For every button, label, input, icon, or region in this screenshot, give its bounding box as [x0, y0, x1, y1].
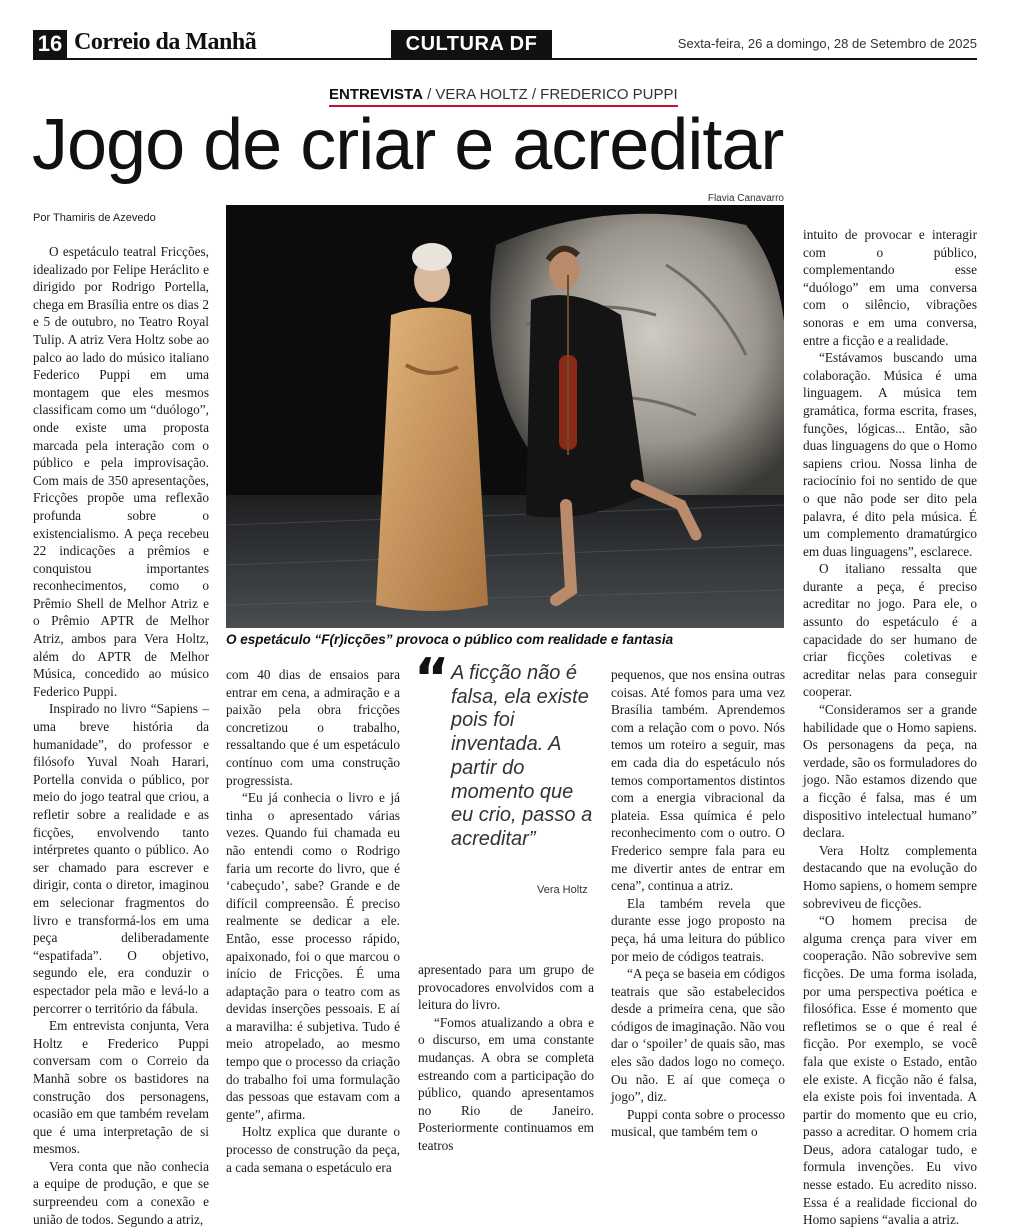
paragraph: O espetáculo teatral Fricções, idealizado por Felipe Heráclito e dirigido por Rodrigo Portella, chega em Brasília entre os dias 2 e 5 de outubro, no Teatro Royal Tulip. A atriz Vera Holtz sobe ao palco ao lado do músico italiano Federico Puppi em uma montagem que eles mesmos classificam como um “duólogo”, onde existe uma proposta marcada pela interação com o público e pela improvisação. Com mais de 350 apresentações, Fricções propõe uma reflexão profunda sobre o existencialismo. A peça recebeu 22 indicações a prêmios e conquistou importantes reconhecimentos, como o Prêmio Shell de Melhor Atriz e o Prêmio APTR de Melhor Atriz, ambos para Vera Holtz, além do APTR de Melhor Música, concedido ao músico Federico Puppi.	[33, 244, 209, 699]
paragraph: “Eu já conhecia o livro e já tinha o apresentado várias vezes. Quando fui chamada eu não entendi como o Rodrigo faria um recorte do livro, que é ‘cabeçudo’, sabe? Grande e de difícil compreensão. É preciso realmente se dedicar a ele. Então, esse processo rápido, apaixonado, foi o que marcou o início de Fricções. É uma adaptação para o teatro com as devidas inserções pessoais. E aí a maravilha: é subjetiva. Tudo é meio atropelado, ao mesmo tempo que o processo da criação do trabalho foi uma formulação das pessoas que estavam com a gente”, afirma.	[226, 790, 400, 1122]
paragraph: com 40 dias de ensaios para entrar em cena, a admiração e a paixão pela obra fricções concretizou o trabalho, ressaltando que é um espetáculo contínuo com uma construção progressista.	[226, 667, 400, 788]
paragraph: “O homem precisa de alguma crença para viver em cooperação. Não sobrevive sem ficções. De uma forma isolada, por uma perspectiva poética e filosófica. Esse é momento que refletimos se o que é real é ficção. Por exemplo, se você fala que existe o Estado, então ele existe. A ficção não é falsa, ela existe pois foi inventada. A partir do momento que eu crio, passo a acreditar. O homem cria Deus, adora catalogar tudo, e formula invenções. Eu vivo nesse estado. Eu acredito nisso. Essa é a realidade ficcional do Homo sapiens “avalia a atriz.	[803, 913, 977, 1228]
column-3	[418, 961, 594, 1155]
stage-photo-image	[226, 205, 784, 628]
paragraph: “A peça se baseia em códigos teatrais que são estabelecidos desde a primeira cena, que são códigos de imaginação. Não vou dar o ‘spoiler’ de quais são, mas eles são dados logo no começo. Ou não. E aí que começa o jogo”, diz.	[611, 966, 785, 1105]
column-4	[611, 666, 785, 1141]
article-kicker	[329, 86, 678, 107]
paragraph: Ela também revela que durante esse jogo proposto na peça, há uma leitura do público por meio de códigos teatrais.	[611, 895, 785, 964]
header-rule	[33, 58, 977, 60]
headline: Jogo de criar e acreditar	[32, 105, 784, 185]
column-2	[226, 666, 400, 1176]
paragraph: Vera Holtz complementa destacando que na evolução do Homo sapiens, o homem sempre sobreviveu de ficções.	[803, 842, 977, 911]
paragraph: Em entrevista conjunta, Vera Holtz e Frederico Puppi conversam com o Correio da Manhã sobre os bastidores na construção dos personagens, ocasião em que também revelam que é uma interpretação de si mesmos.	[33, 1018, 209, 1157]
column-5	[803, 226, 977, 1229]
stage-photo	[226, 205, 784, 628]
pull-quote-author: Vera Holtz	[537, 884, 588, 896]
kicker-names: / VERA HOLTZ / FREDERICO PUPPI	[427, 86, 678, 103]
photo-caption: O espetáculo “F(r)icções” provoca o público com realidade e fantasia	[226, 632, 674, 647]
paragraph: pequenos, que nos ensina outras coisas. Até fomos para uma vez Brasília também. Aprendemos com a relação com o povo. Nós temos um roteiro a seguir, mas em cada dia do espetáculo nós temos comportamentos distintos com a energia vibracional da plateia. Essa química é pelo reconhecimento com o outro. O Frederico sempre fala para eu me divertir antes de entrar em cena”, continua a atriz.	[611, 667, 785, 894]
page-number: 16	[33, 30, 67, 58]
paragraph: “Consideramos ser a grande habilidade que o Homo sapiens. Os personagens da peça, na verdade, são os formuladores do jogo. Não estamos dizendo que a ficção é falsa, mas é um dispositivo intelectual humano” declara.	[803, 702, 977, 841]
paragraph: “Estávamos buscando uma colaboração. Música é uma linguagem. A música tem gramática, forma escrita, frases, funções, lógicas... Então, são duas linguagens do que o Homo sapiens criou. Nossa linha de raciocínio foi no sentido de que o que não pode ser dito pela palavra, é dito pela música. É um complemento dramatúrgico em duas linguagens”, esclarece.	[803, 350, 977, 559]
kicker-label: ENTREVISTA	[329, 86, 423, 103]
section-tag: CULTURA DF	[391, 30, 552, 58]
byline: Por Thamiris de Azevedo	[33, 212, 156, 224]
paragraph: intuito de provocar e interagir com o público, complementando esse “duólogo” em uma conversa com o silêncio, vibrações sonoras e em uma conversa, entre a ficção e a realidade.	[803, 227, 977, 348]
photo-credit: Flavia Canavarro	[707, 193, 784, 204]
paragraph: O italiano ressalta que durante a peça, é preciso acreditar no jogo. Para ele, o assunto do espetáculo é a capacidade do ser humano de criar ficções coletivas e acreditar nelas para conseguir cooperar.	[803, 561, 977, 700]
issue-date: Sexta-feira, 26 a domingo, 28 de Setembro de 2025	[677, 36, 977, 51]
quote-mark-icon: “	[414, 647, 450, 710]
paragraph: Holtz explica que durante o processo de construção da peça, a cada semana o espetáculo era	[226, 1124, 400, 1175]
column-1	[33, 243, 209, 1228]
paragraph: “Fomos atualizando a obra e o discurso, em uma constante mudanças. A obra se completa estreando com a participação do público, quando apresentamos no Rio de Janeiro. Posteriormente continuamos em teatros	[418, 1014, 594, 1153]
paragraph: apresentado para um grupo de provocadores envolvidos com a leitura do livro.	[418, 962, 594, 1013]
paragraph: Vera conta que não conhecia a equipe de produção, e que se surpreendeu com a conexão e união de todos. Segundo a atriz,	[33, 1158, 209, 1227]
masthead-logo: Correio da Manhã	[74, 29, 257, 55]
pull-quote: A ficção não é falsa, ela existe pois foi inventada. A partir do momento que eu crio, passo a acreditar”	[451, 662, 593, 850]
paragraph: Puppi conta sobre o processo musical, que também tem o	[611, 1106, 785, 1140]
paragraph: Inspirado no livro “Sapiens – uma breve história da humanidade”, do professor e filósofo Yuval Noah Harari, Portella convida o público, por meio do jogo teatral que criou, a refletir sobre a realidade e as ficções, envolvendo tanto intérpretes quanto o público. Ao ser chamado para escrever e dirigir, conta o diretor, imaginou em selecionar fragmentos do livro e transformá-los em uma peça deliberadamente “espatifada”. O objetivo, segundo ele, era conduzir o espectador pela mão e levá-lo a percorrer o território da fábula.	[33, 701, 209, 1016]
